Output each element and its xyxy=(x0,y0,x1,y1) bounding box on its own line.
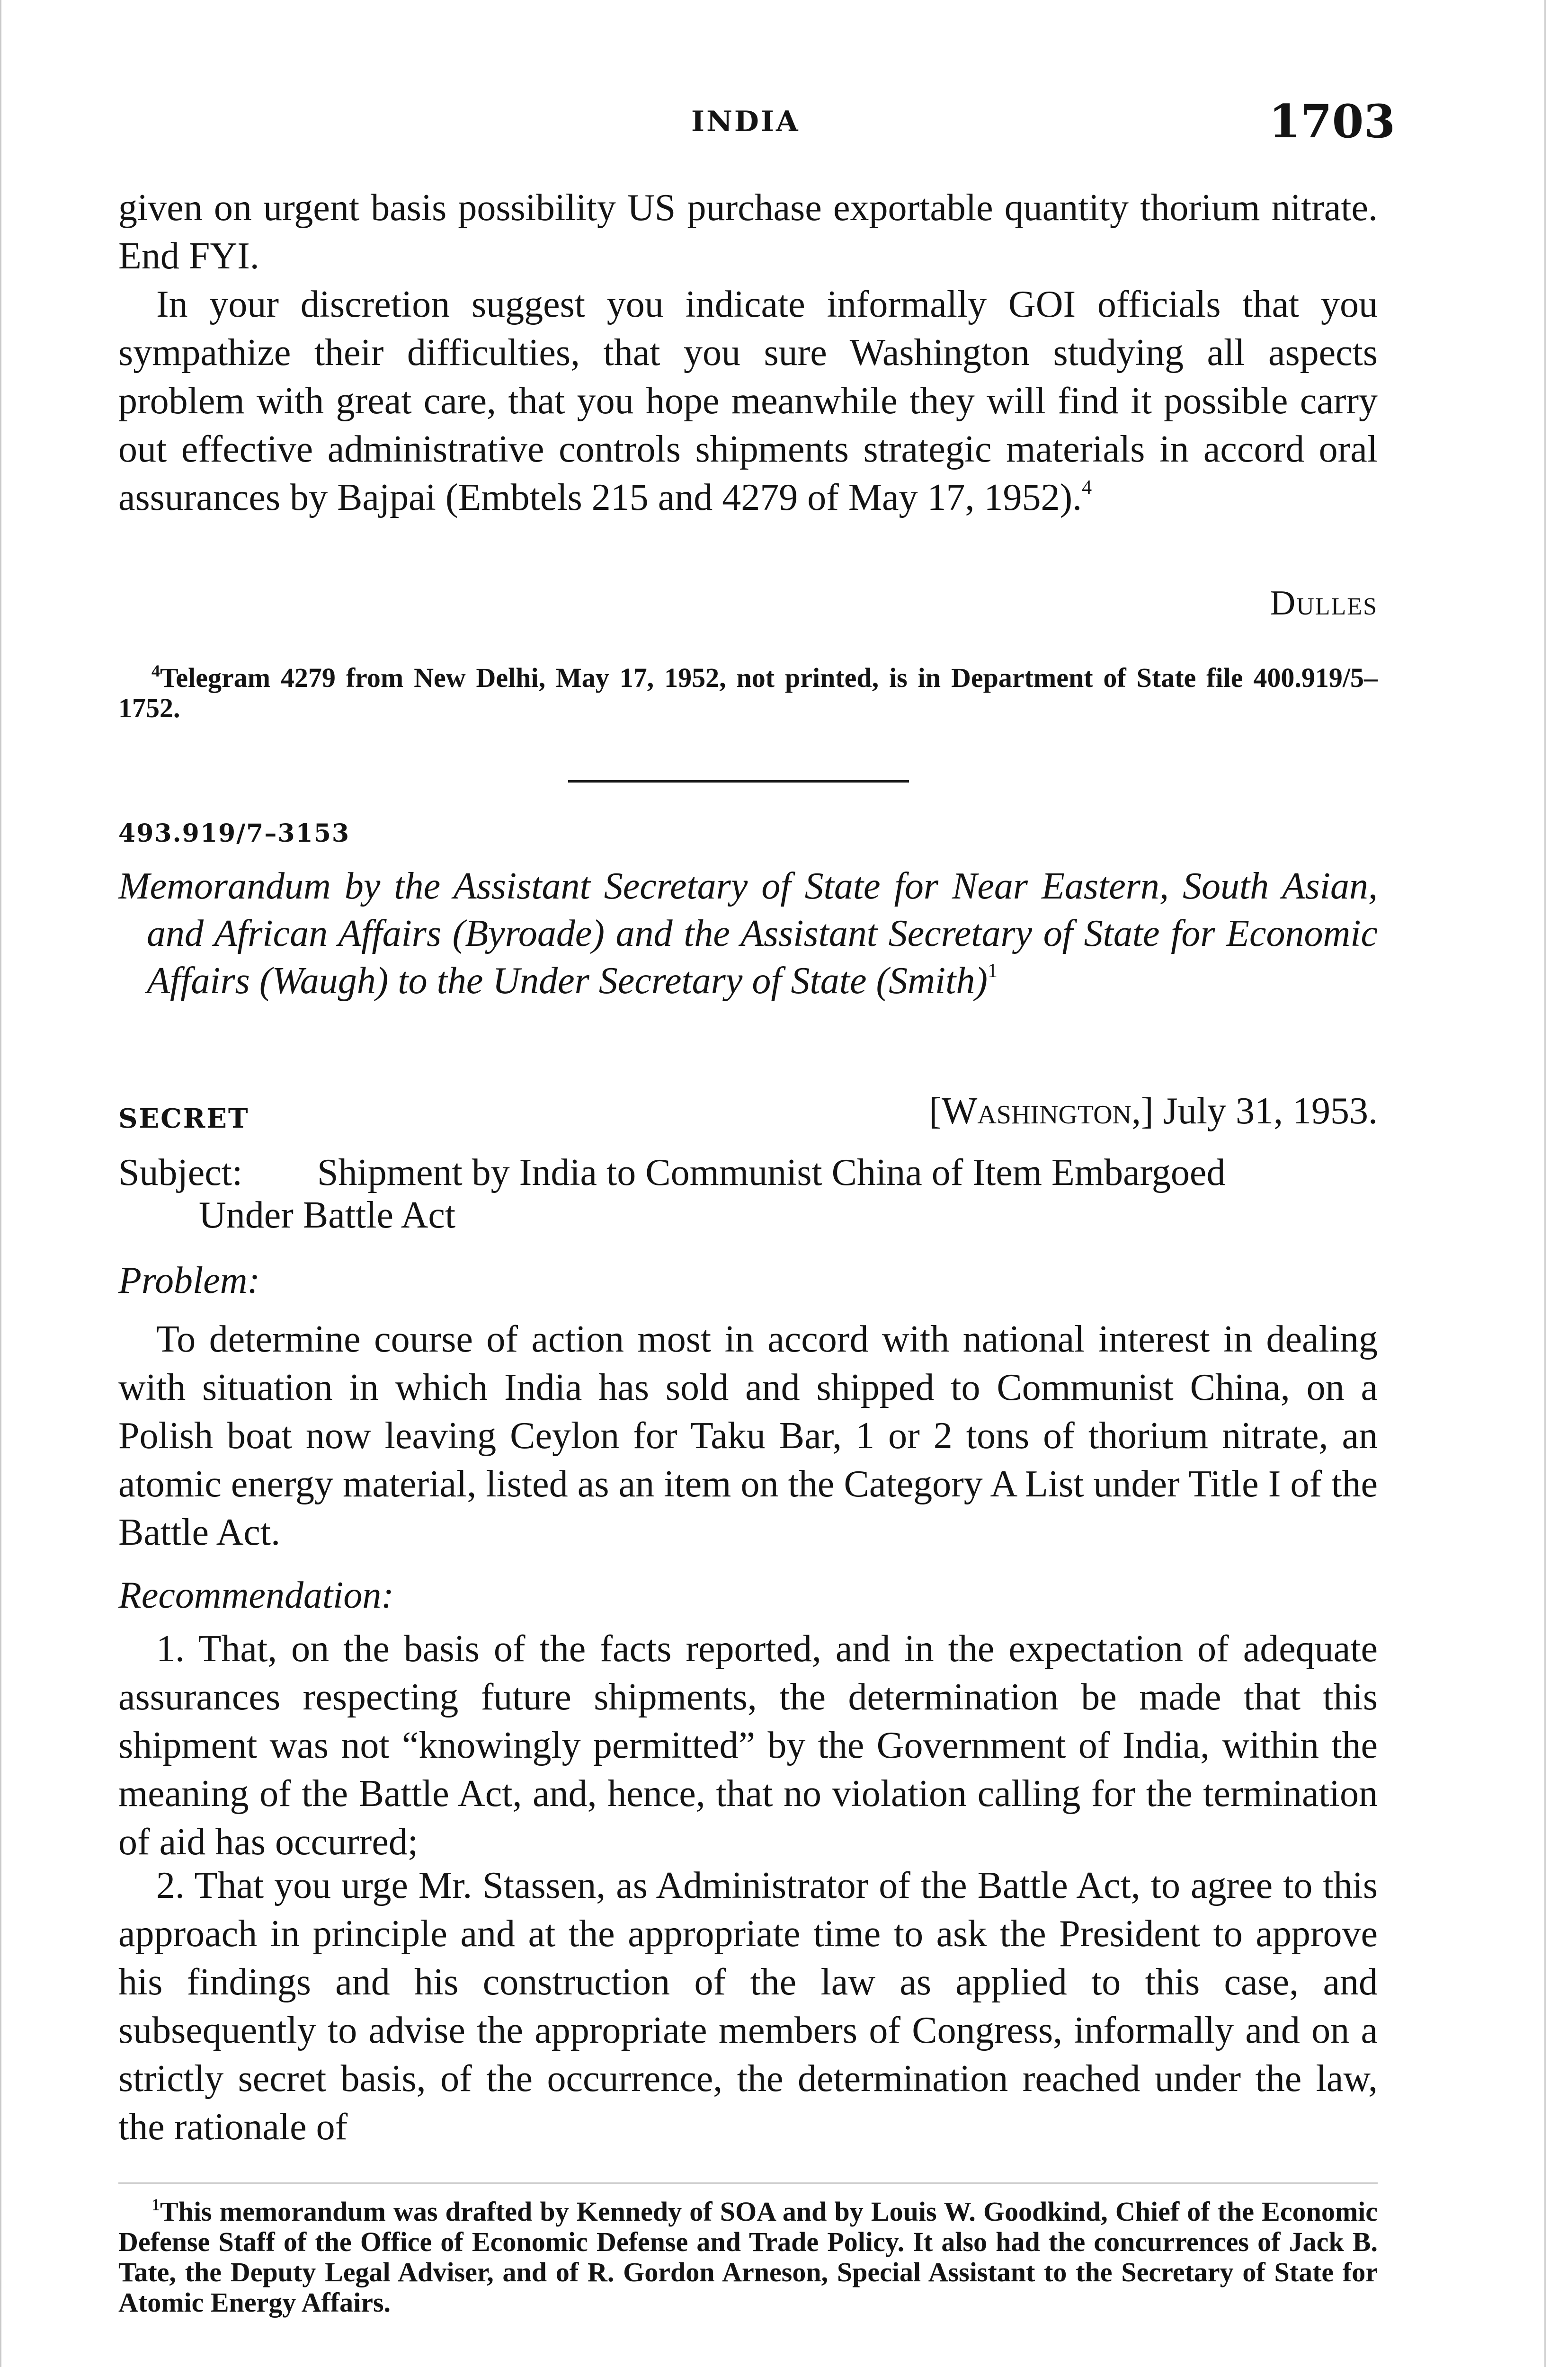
footnote-4-marker: 4 xyxy=(151,661,160,680)
footnote-4-text: Telegram 4279 from New Delhi, May 17, 1952, not printed, is in Department of State file 400.919/5–1752. xyxy=(118,662,1378,723)
continuation-paragraph-2-text: In your discretion suggest you indicate informally GOI officials that you sympathize their difficulties, that you sure Washington studying all aspects problem with great care, that you hope meanwhile they will find it possible carry out effective administrative controls shipments strategic materials in accord oral assurances by Bajpai (Embtels 215 and 4279 of May 17, 1952). xyxy=(118,284,1378,518)
footnote-4 xyxy=(118,663,1378,723)
document-separator-rule xyxy=(568,780,909,783)
recommendation-2-block xyxy=(118,1861,1378,2151)
problem-heading: Problem: xyxy=(118,1260,260,1301)
dateline-date: July 31, 1953. xyxy=(1163,1090,1378,1132)
footnote-rule xyxy=(118,2182,1378,2184)
problem-text: To determine course of action most in accord with national interest in dealing with situation in which India has sold and shipped to Communist China, on a Polish boat now leaving Ceylon for Taku Bar, 1 or 2 tons of thorium nitrate, an atomic energy material, listed as an item on the Category A List under Title I of the Battle Act. xyxy=(118,1318,1378,1553)
page-edge-left xyxy=(0,0,1,2367)
recommendation-1: 1. That, on the basis of the facts reported, and in the expectation of adequate assurances respecting future shipments, the determination be made that this shipment was not “knowingly permitted” by the Government of India, within the meaning of the Battle Act, and, hence, that no violation calling for the termination of aid has occurred; xyxy=(118,1628,1378,1863)
memo-title-text: Memorandum by the Assistant Secretary of State for Near Eastern, South Asian, and African Affairs (Byroade) and the Assistant Secretary of State for Economic Affairs (Waugh) to the Under Secretary of State (Smith) xyxy=(118,865,1378,1002)
signature: Dulles xyxy=(1270,584,1378,623)
file-reference: 493.919/7–3153 xyxy=(118,819,350,848)
continuation-paragraph-2-block xyxy=(118,280,1378,522)
continuation-paragraph-1-block xyxy=(118,184,1378,280)
footnote-1-text: This memorandum was drafted by Kennedy of SOA and by Louis W. Goodkind, Chief of the Economic Defense Staff of the Office of Economic Defense and Trade Policy. It also had the concurrences of Jack B. Tate, the Deputy Legal Adviser, and of R. Gordon Arneson, Special Assistant to the Secretary of State for Atomic Energy Affairs. xyxy=(118,2196,1378,2318)
subject-line xyxy=(118,1151,1378,1237)
footnote-1 xyxy=(118,2197,1378,2318)
recommendation-2: 2. That you urge Mr. Stassen, as Administrator of the Battle Act, to agree to this approach in principle and at the appropriate time to ask the President to approve his findings and his construction of the law as applied to this case, and subsequently to advise the appropriate members of Congress, informally and on a strictly secret basis, of the occurrence, the determination reached under the law, the rationale of xyxy=(118,1865,1378,2148)
running-header: INDIA xyxy=(691,105,800,138)
recommendation-1-block xyxy=(118,1625,1378,1866)
classification-label: SECRET xyxy=(118,1103,249,1134)
subject-label: Subject: xyxy=(118,1152,243,1193)
problem-block xyxy=(118,1315,1378,1557)
dateline-place: [Washington,] xyxy=(929,1090,1154,1132)
page-number: 1703 xyxy=(1269,95,1396,148)
continuation-paragraph-1: given on urgent basis possibility US purchase exportable quantity thorium nitrate. End FYI. xyxy=(118,187,1378,277)
footnote-1-reference: 1 xyxy=(988,960,998,982)
page-edge-right xyxy=(1544,0,1546,2367)
continuation-paragraph-2 xyxy=(118,280,1378,522)
subject-text-line-1: Shipment by India to Communist China of Item Embargoed xyxy=(317,1152,1226,1193)
recommendation-heading: Recommendation: xyxy=(118,1575,394,1616)
footnote-4-reference: 4 xyxy=(1082,477,1092,498)
footnote-1-marker: 1 xyxy=(151,2195,160,2214)
memo-title xyxy=(118,863,1378,1005)
dateline xyxy=(710,1090,1378,1133)
subject-text-line-2: Under Battle Act xyxy=(199,1194,456,1236)
